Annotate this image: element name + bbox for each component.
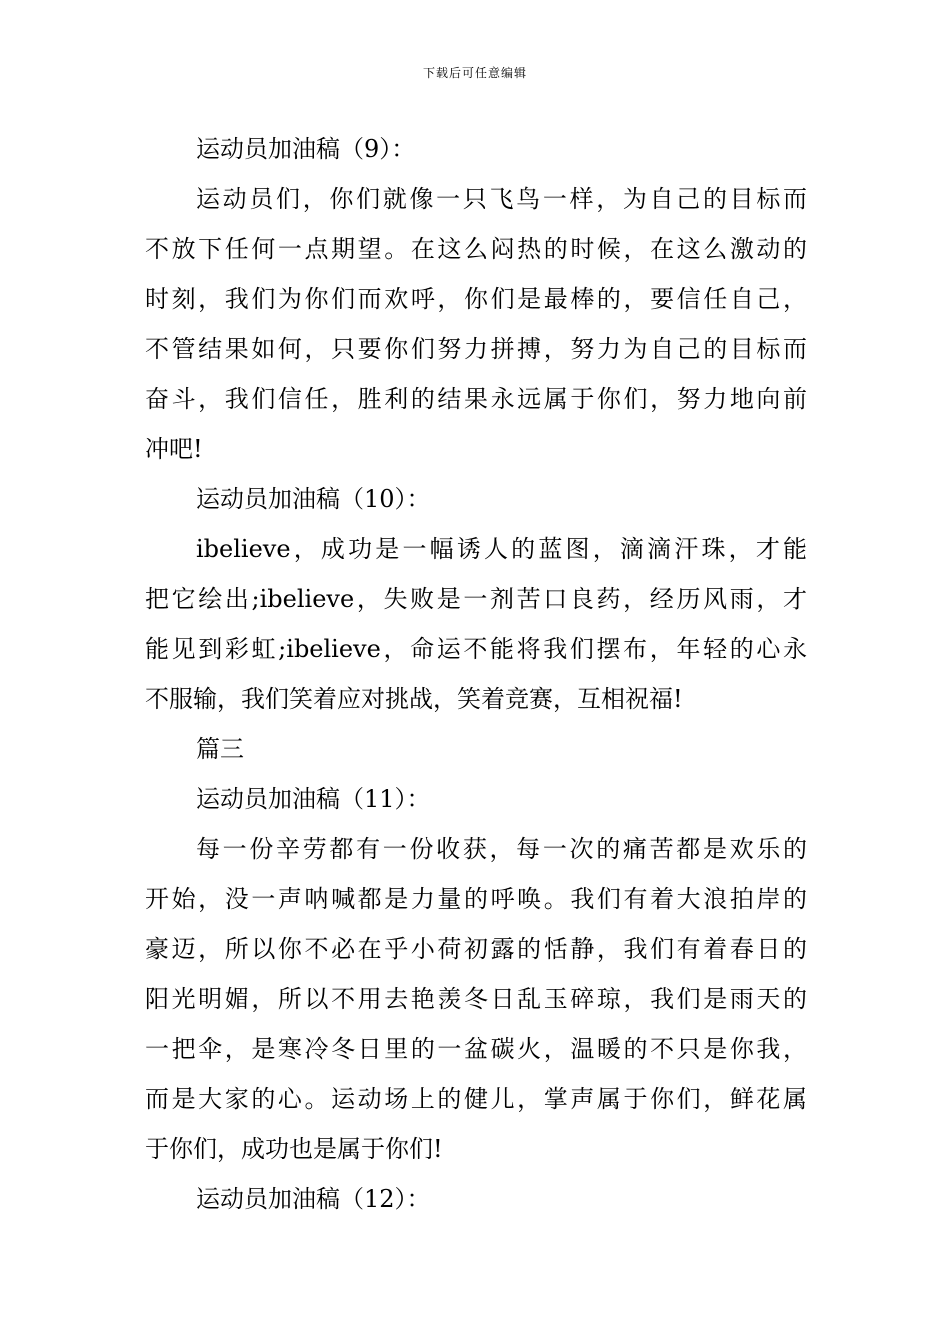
text-line: 豪迈，所以你不必在乎小荷初露的恬静，我们有着春日的	[145, 935, 807, 963]
text-line: 运动员加油稿（12）：	[196, 1185, 431, 1213]
text-line: 运动员加油稿（10）：	[196, 485, 431, 513]
text-line: 能见到彩虹;ibelieve，命运不能将我们摆布，年轻的心永	[145, 635, 807, 663]
text-line: 于你们，成功也是属于你们!	[145, 1135, 443, 1163]
text-line: 篇三	[196, 735, 244, 763]
text-line: 每一份辛劳都有一份收获，每一次的痛苦都是欢乐的	[196, 835, 807, 863]
text-line: 奋斗，我们信任，胜利的结果永远属于你们，努力地向前	[145, 385, 807, 413]
text-line: 而是大家的心。运动场上的健儿，掌声属于你们，鲜花属	[145, 1085, 807, 1113]
text-line: 冲吧!	[145, 435, 203, 463]
text-line: 运动员加油稿（11）：	[196, 785, 431, 813]
text-line: 不放下任何一点期望。在这么闷热的时候，在这么激动的	[145, 235, 807, 263]
page-header: 下载后可任意编辑	[422, 66, 527, 80]
text-line: 运动员们，你们就像一只飞鸟一样，为自己的目标而	[196, 185, 807, 213]
text-line: 不管结果如何，只要你们努力拼搏，努力为自己的目标而	[145, 335, 807, 363]
document-body	[145, 124, 807, 1224]
text-line: 运动员加油稿（9）：	[196, 135, 416, 163]
text-line: 时刻，我们为你们而欢呼，你们是最棒的，要信任自己，	[145, 285, 807, 313]
text-line: 开始，没一声呐喊都是力量的呼唤。我们有着大浪拍岸的	[145, 885, 807, 913]
text-line: ibelieve，成功是一幅诱人的蓝图，滴滴汗珠，才能	[196, 535, 807, 563]
text-line: 不服输，我们笑着应对挑战，笑着竞赛，互相祝福!	[145, 685, 683, 713]
text-line: 一把伞，是寒冷冬日里的一盆碳火，温暖的不只是你我，	[145, 1035, 807, 1063]
text-line: 把它绘出;ibelieve，失败是一剂苦口良药，经历风雨，才	[145, 585, 807, 613]
text-line: 阳光明媚，所以不用去艳羡冬日乱玉碎琼，我们是雨天的	[145, 985, 807, 1013]
